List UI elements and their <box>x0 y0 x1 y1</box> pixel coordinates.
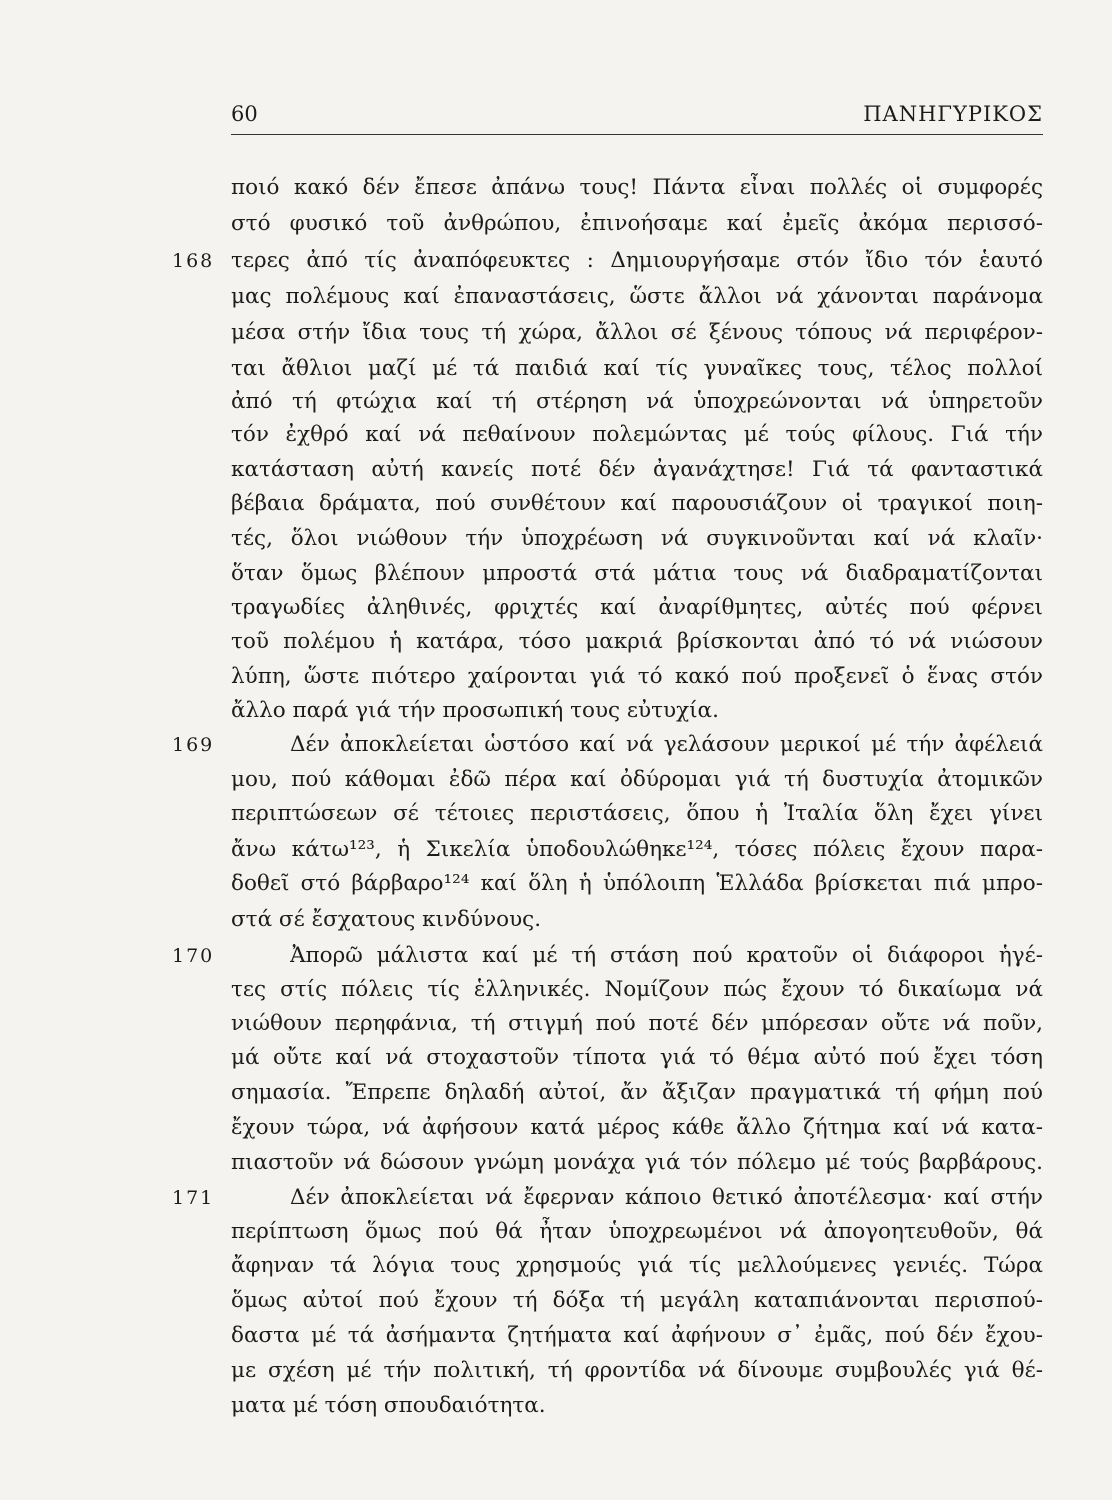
paragraph-first-line: Δέν ἀποκλείεται νά ἔφερναν κάποιο θετικό ἀποτέλεσμα· καί στήν <box>290 1185 1043 1210</box>
text-line: μας πολέμους καί ἐπαναστάσεις, ὥστε ἄλλοι νά χάνονται παράνομα <box>231 284 1043 309</box>
text-line: ἀπό τή φτώχια καί τή στέρηση νά ὑποχρεώνονται νά ὑπηρετοῦν <box>231 389 1043 414</box>
text-line: περιπτώσεων σέ τέτοιες περιστάσεις, ὅπου ἡ Ἰταλία ὅλη ἔχει γίνει <box>231 801 1043 826</box>
margin-section-number: 170 <box>172 945 215 967</box>
text-line: μέσα στήν ἴδια τους τή χώρα, ἄλλοι σέ ξένους τόπους νά περιφέρον- <box>231 320 1043 345</box>
text-line: λύπη, ὥστε πιότερο χαίρονται γιά τό κακό πού προξενεῖ ὁ ἕνας στόν <box>231 664 1043 689</box>
page-header <box>231 100 1043 135</box>
text-line: τές, ὅλοι νιώθουν τήν ὑποχρέωση νά συγκινοῦνται καί νά κλαῖν· <box>231 526 1043 551</box>
text-line: στά σέ ἔσχατους κινδύνους. <box>231 907 542 932</box>
text-line: πιαστοῦν νά δώσουν γνώμη μονάχα γιά τόν πόλεμο μέ τούς βαρβάρους. <box>231 1150 1043 1175</box>
text-line: ται ἄθλιοι μαζί μέ τά παιδιά καί τίς γυναῖκες τους, τέλος πολλοί <box>231 356 1043 381</box>
text-line: βέβαια δράματα, πού συνθέτουν καί παρουσιάζουν οἱ τραγικοί ποιη- <box>231 491 1043 516</box>
text-line: ὅταν ὅμως βλέπουν μπροστά στά μάτια τους νά διαδραματίζονται <box>231 561 1043 586</box>
text-line: τερες ἀπό τίς ἀναπόφευκτες : Δημιουργήσαμε στόν ἴδιο τόν ἑαυτό <box>231 248 1043 273</box>
text-line: ἄφηναν τά λόγια τους χρησμούς γιά τίς μελλούμενες γενιές. Τώρα <box>231 1253 1043 1278</box>
text-line: ἔχουν τώρα, νά ἀφήσουν κατά μέρος κάθε ἄλλο ζήτημα καί νά κατα- <box>231 1115 1043 1140</box>
text-line: τοῦ πολέμου ἡ κατάρα, τόσο μακριά βρίσκονται ἀπό τό νά νιώσουν <box>231 629 1043 654</box>
text-line: ἄλλο παρά γιά τήν προσωπική τους εὐτυχία. <box>231 698 719 723</box>
text-line: με σχέση μέ τήν πολιτική, τή φροντίδα νά δίνουμε συμβουλές γιά θέ- <box>231 1358 1043 1383</box>
text-line: δαστα μέ τά ἀσήμαντα ζητήματα καί ἀφήνουν σ᾿ ἐμᾶς, πού δέν ἔχου- <box>231 1323 1043 1348</box>
text-line: περίπτωση ὅμως πού θά ἦταν ὑποχρεωμένοι νά ἀπογοητευθοῦν, θά <box>231 1219 1043 1244</box>
text-line: τόν ἐχθρό καί νά πεθαίνουν πολεμώντας μέ τούς φίλους. Γιά τήν <box>231 422 1043 447</box>
text-line: ἄνω κάτω¹²³, ἡ Σικελία ὑποδουλώθηκε¹²⁴, τόσες πόλεις ἔχουν παρα- <box>231 837 1043 862</box>
text-line: κατάσταση αὐτή κανείς ποτέ δέν ἀγανάχτησε! Γιά τά φανταστικά <box>231 457 1043 482</box>
text-line: στό φυσικό τοῦ ἀνθρώπου, ἐπινοήσαμε καί ἐμεῖς ἀκόμα περισσό- <box>231 211 1043 236</box>
text-line: ποιό κακό δέν ἔπεσε ἀπάνω τους! Πάντα εἶναι πολλές οἱ συμφορές <box>231 175 1043 200</box>
paragraph-first-line: Δέν ἀποκλείεται ὡστόσο καί νά γελάσουν μερικοί μέ τήν ἀφέλειά <box>290 732 1043 757</box>
page-number: 60 <box>231 102 258 126</box>
text-line: ὅμως αὐτοί πού ἔχουν τή δόξα τή μεγάλη καταπιάνονται περισπού- <box>231 1288 1043 1313</box>
text-line: δοθεῖ στό βάρβαρο¹²⁴ καί ὅλη ἡ ὑπόλοιπη Ἑλλάδα βρίσκεται πιά μπρο- <box>231 871 1043 896</box>
text-line: νιώθουν περηφάνια, τή στιγμή πού ποτέ δέν μπόρεσαν οὔτε νά ποῦν, <box>231 1011 1043 1036</box>
text-line: μά οὔτε καί νά στοχαστοῦν τίποτα γιά τό θέμα αὐτό πού ἔχει τόση <box>231 1045 1043 1070</box>
text-line: μου, πού κάθομαι ἐδῶ πέρα καί ὀδύρομαι γιά τή δυστυχία ἀτομικῶν <box>231 767 1043 792</box>
margin-section-number: 168 <box>172 250 215 272</box>
text-line: ματα μέ τόση σπουδαιότητα. <box>231 1393 546 1418</box>
paragraph-first-line: Ἀπορῶ μάλιστα καί μέ τή στάση πού κρατοῦν οἱ διάφοροι ἡγέ- <box>290 943 1043 968</box>
running-head: ΠΑΝΗΓΥΡΙΚΟΣ <box>863 102 1043 126</box>
text-line: τες στίς πόλεις τίς ἑλληνικές. Νομίζουν πώς ἔχουν τό δικαίωμα νά <box>231 977 1043 1002</box>
margin-section-number: 169 <box>172 734 215 756</box>
margin-section-number: 171 <box>172 1187 215 1209</box>
text-line: τραγωδίες ἀληθινές, φριχτές καί ἀναρίθμητες, αὐτές πού φέρνει <box>231 595 1043 620</box>
text-line: σημασία. Ἔπρεπε δηλαδή αὐτοί, ἄν ἄξιζαν πραγματικά τή φήμη πού <box>231 1080 1043 1105</box>
